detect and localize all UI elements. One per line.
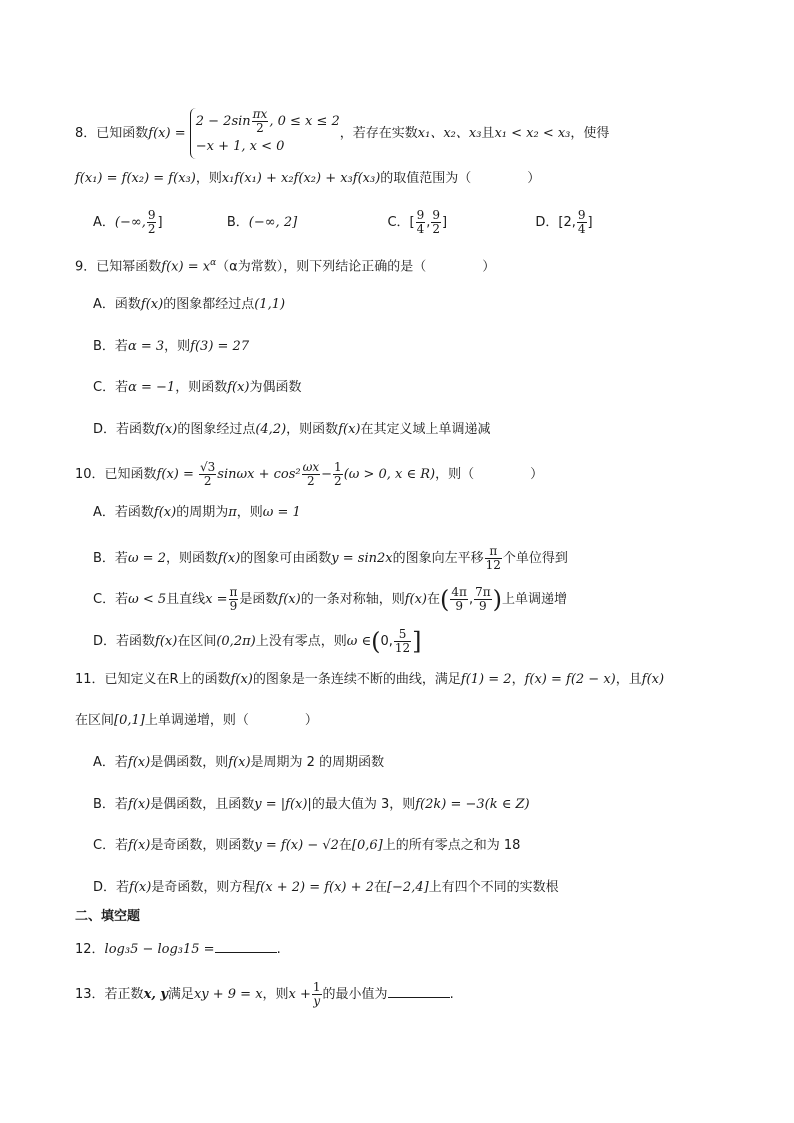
- q13-answer-blank[interactable]: [388, 997, 450, 998]
- q8-line2: f(x₁) = f(x₂) = f(x₃)，则x₁f(x₁) + x₂f(x₂) + x₃f(x₃)的取值范围为（ ）: [75, 171, 541, 186]
- q9-stem: 9．已知幂函数$f(x) = x^\alpha(\alpha$为常数），则下列结论正确的是（ ）: [75, 258, 496, 275]
- q9-option-a[interactable]: A．函数f(x)的图象都经过点(1,1): [93, 297, 286, 312]
- q11-option-a[interactable]: A．若f(x)是偶函数，则f(x)是周期为 2 的周期函数: [93, 755, 385, 770]
- q10-option-c[interactable]: C．若ω < 5且直线x = $\frac{\pi}{9}$ 是函数f(x)的一条对称轴，则f(x)在( $\frac{4\pi}{9}$ , $\frac{7\pi}{9}$ )上单调递增: [93, 585, 567, 614]
- q8-number: 8．: [75, 126, 97, 141]
- q11-option-d[interactable]: D．若f(x)是奇函数，则方程f(x + 2) = f(x) + 2在[−2,4]上有四个不同的实数根: [93, 880, 559, 895]
- q11-option-b[interactable]: B．若f(x)是偶函数，且函数y = |f(x)|的最大值为 3，则f(2k) = −3(k ∈ Z): [93, 797, 530, 812]
- q8-option-a[interactable]: A．(−∞, $\frac{9}{2}$ ]: [93, 208, 163, 236]
- q10-option-b[interactable]: B．若ω = 2，则函数f(x)的图象可由函数y = sin2x的图象向左平移 $\frac{\pi}{12}$ 个单位得到: [93, 544, 568, 572]
- q11-stem-line1: 11．已知定义在R上的函数f(x)的图象是一条连续不断的曲线，满足f(1) = 2，f(x) = f(2 − x)，且f(x): [75, 672, 665, 687]
- q8-option-b[interactable]: B．(−∞, 2]: [226, 215, 298, 230]
- q12-answer-blank[interactable]: [215, 952, 277, 953]
- q8-options: [93, 209, 593, 236]
- q12: 12．log₃5 − log₃15 = .: [75, 942, 281, 957]
- q13: 13．若正数x, y满足xy + 9 = x，则x + $\frac{1}{y}$ 的最小值为 .: [75, 980, 454, 1008]
- q8-option-c[interactable]: C．[ $\frac{9}{4}$ , $\frac{9}{2}$ ]: [387, 208, 448, 236]
- q8-option-d[interactable]: D．[2, $\frac{9}{4}$ ]: [535, 208, 593, 236]
- q11-stem-line2: 在区间[0,1]上单调递增，则（ ）: [75, 713, 318, 728]
- q11-option-c[interactable]: C．若f(x)是奇函数，则函数y = f(x) − √2在[0,6]上的所有零点之和为 18: [93, 838, 521, 853]
- q10-option-a[interactable]: A．若函数f(x)的周期为π，则ω = 1: [93, 505, 301, 520]
- q9-option-c[interactable]: C．若α = −1，则函数f(x)为偶函数: [93, 380, 302, 395]
- piecewise-brace: 2 − 2sin $\frac{\pi x}{2}$ , 0 ≤ x ≤ 2 −x + 1, x < 0: [190, 108, 340, 159]
- q8-line1: 8．已知函数f(x) = 2 − 2sin $\frac{\pi x}{2}$ , 0 ≤ x ≤ 2 −x + 1, x < 0，若存在实数x₁、x₂、x₃且x₁ < x₂ < x₃，使得: [75, 108, 609, 159]
- section-heading: 二、填空题: [75, 909, 141, 924]
- q9-option-b[interactable]: B．若α = 3，则f(3) = 27: [93, 339, 250, 354]
- q9-option-d[interactable]: D．若函数f(x)的图象经过点(4,2)，则函数f(x)在其定义域上单调递减: [93, 422, 491, 437]
- q10-stem: 10．已知函数f(x) = $\frac{√3}{2}$ sinωx + cos² $\frac{\omega x}{2}$ − $\frac{1}{2}$ (ω > 0, x ∈ R)，则（ ）: [75, 460, 544, 488]
- q10-option-d[interactable]: D．若函数f(x)在区间(0,2π)上没有零点，则ω ∈(0, $\frac{5}{12}$ ]: [93, 627, 422, 656]
